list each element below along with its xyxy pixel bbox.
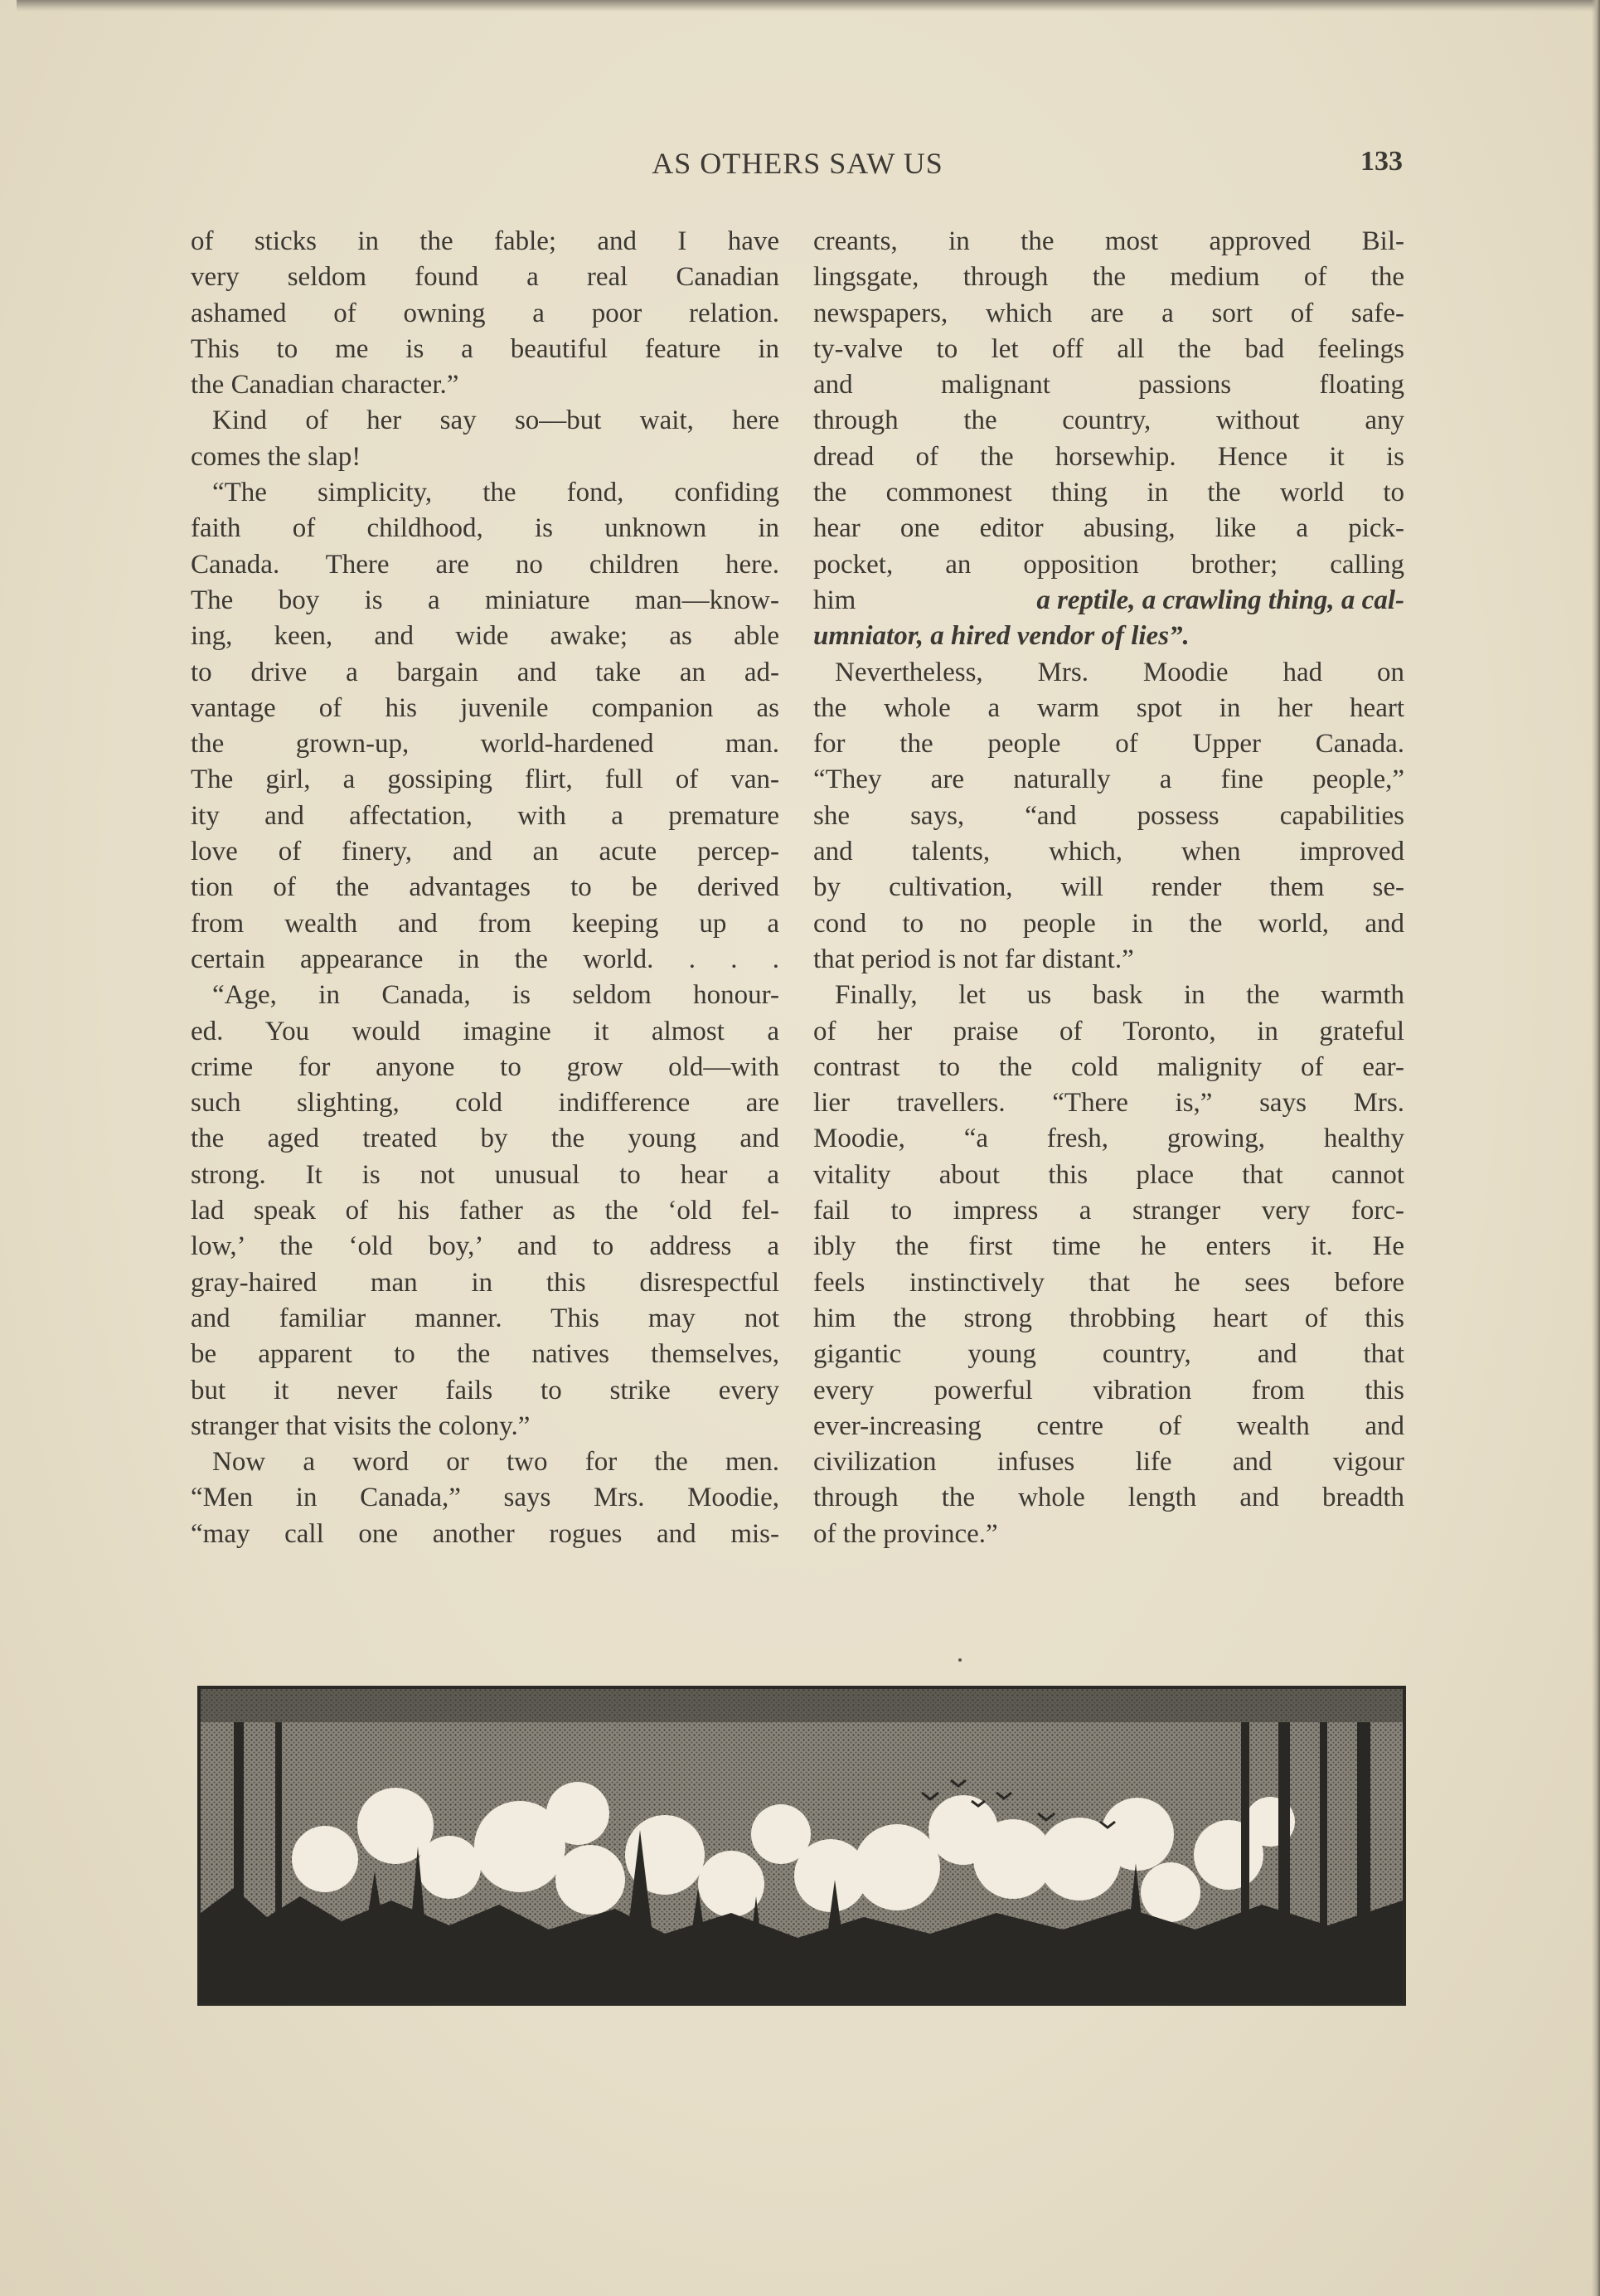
- text-line: very seldom found a real Canadian: [191, 262, 779, 293]
- page-right-edge: [1592, 0, 1600, 2296]
- text-line: fail to impress a stranger very forc-: [813, 1196, 1404, 1226]
- text-line: Now a word or two for the men.: [212, 1447, 779, 1478]
- text-line: the Canadian character.”: [191, 370, 459, 400]
- text-line: gigantic young country, and that: [813, 1339, 1404, 1370]
- text-line: ed. You would imagine it almost a: [191, 1016, 779, 1046]
- text-line: gray-haired man in this disrespectful: [191, 1267, 779, 1298]
- text-line: certain appearance in the world. . . .: [191, 944, 779, 974]
- text-line: she says, “and possess capabilities: [813, 800, 1404, 831]
- print-speck: [958, 1658, 962, 1662]
- text-line: ever-increasing centre of wealth and: [813, 1410, 1404, 1441]
- text-line: “Age, in Canada, is seldom honour-: [212, 980, 779, 1011]
- left-column: [191, 224, 779, 1552]
- text-line: tion of the advantages to be derived: [191, 872, 779, 903]
- text-line: crime for anyone to grow old—with: [191, 1051, 779, 1082]
- text-line: ity and affectation, with a premature: [191, 800, 779, 831]
- text-line: civilization infuses life and vigour: [813, 1447, 1404, 1478]
- text-line: ashamed of owning a poor relation.: [191, 298, 779, 328]
- text-line: cond to no people in the world, and: [813, 908, 1404, 939]
- text-line: low,’ the ‘old boy,’ and to address a: [191, 1231, 779, 1262]
- text-line: to drive a bargain and take an ad-: [191, 657, 779, 687]
- landscape-woodcut-image: [201, 1689, 1403, 2002]
- text-line: The boy is a miniature man—know-: [191, 585, 779, 615]
- running-header: [192, 146, 1403, 187]
- text-line: and malignant passions floating: [813, 370, 1404, 400]
- text-line: be apparent to the natives themselves,: [191, 1339, 779, 1370]
- text-line: the aged treated by the young and: [191, 1124, 779, 1154]
- text-line: “may call one another rogues and mis-: [191, 1518, 779, 1549]
- text-line: of the province.”: [813, 1518, 998, 1549]
- text-line: ibly the first time he enters it. He: [813, 1231, 1404, 1262]
- text-line: Moodie, “a fresh, growing, healthy: [813, 1124, 1404, 1154]
- text-line: the whole a warm spot in her heart: [813, 692, 1404, 723]
- text-line: Canada. There are no children here.: [191, 549, 779, 580]
- running-title: AS OTHERS SAW US: [652, 147, 943, 180]
- text-line: lier travellers. “There is,” says Mrs.: [813, 1088, 1404, 1119]
- italic-text-run: umniator, a hired vendor of lies”.: [813, 621, 1190, 652]
- text-line: but it never fails to strike every: [191, 1375, 779, 1405]
- page-top-edge: [17, 0, 1600, 12]
- text-line: every powerful vibration from this: [813, 1375, 1404, 1405]
- text-line: dread of the horsewhip. Hence it is: [813, 441, 1404, 472]
- text-line: The girl, a gossiping flirt, full of van-: [191, 765, 779, 795]
- text-line-mixed: [813, 583, 1404, 619]
- text-line: stranger that visits the colony.”: [191, 1410, 531, 1441]
- text-line: through the whole length and breadth: [813, 1483, 1404, 1513]
- text-line: such slighting, cold indifference are: [191, 1088, 779, 1119]
- text-line: lingsgate, through the medium of the: [813, 262, 1404, 293]
- text-line: faith of childhood, is unknown in: [191, 513, 779, 544]
- text-line: the grown-up, world-hardened man.: [191, 729, 779, 760]
- text-line: feels instinctively that he sees before: [813, 1267, 1404, 1298]
- text-line: “They are naturally a fine people,”: [813, 765, 1404, 795]
- text-line: him the strong throbbing heart of this: [813, 1303, 1404, 1333]
- text-line: vantage of his juvenile companion as: [191, 692, 779, 723]
- text-line: “Men in Canada,” says Mrs. Moodie,: [191, 1483, 779, 1513]
- text-line: by cultivation, will render them se-: [813, 872, 1404, 903]
- landscape-illustration: [197, 1686, 1406, 2006]
- text-line: comes the slap!: [191, 441, 361, 472]
- text-line: and talents, which, when improved: [813, 837, 1404, 867]
- text-line: and familiar manner. This may not: [191, 1303, 779, 1333]
- text-line: newspapers, which are a sort of safe-: [813, 298, 1404, 328]
- text-line: of her praise of Toronto, in grateful: [813, 1016, 1404, 1046]
- text-run: him: [813, 585, 856, 615]
- text-line: Nevertheless, Mrs. Moodie had on: [835, 657, 1404, 687]
- text-line: the commonest thing in the world to: [813, 478, 1404, 508]
- text-line: strong. It is not unusual to hear a: [191, 1159, 779, 1190]
- text-line: from wealth and from keeping up a: [191, 908, 779, 939]
- text-line: that period is not far distant.”: [813, 944, 1134, 974]
- text-line: [813, 619, 1404, 654]
- text-line: for the people of Upper Canada.: [813, 729, 1404, 760]
- text-line: Kind of her say so—but wait, here: [212, 405, 779, 436]
- text-line: This to me is a beautiful feature in: [191, 333, 779, 364]
- text-line: of sticks in the fable; and I have: [191, 226, 779, 256]
- text-line: ing, keen, and wide awake; as able: [191, 621, 779, 652]
- page-number: 133: [1360, 146, 1403, 177]
- right-column: [813, 224, 1404, 1552]
- text-line: through the country, without any: [813, 405, 1404, 436]
- text-line: “The simplicity, the fond, confiding: [212, 478, 779, 508]
- text-line: creants, in the most approved Bil-: [813, 226, 1404, 256]
- text-line: hear one editor abusing, like a pick-: [813, 513, 1404, 544]
- text-line: ty-valve to let off all the bad feelings: [813, 333, 1404, 364]
- italic-text-run: a reptile, a crawling thing, a cal-: [1036, 585, 1404, 615]
- text-line: pocket, an opposition brother; calling: [813, 549, 1404, 580]
- text-line: love of finery, and an acute percep-: [191, 837, 779, 867]
- text-line: vitality about this place that cannot: [813, 1159, 1404, 1190]
- text-line: contrast to the cold malignity of ear-: [813, 1051, 1404, 1082]
- text-line: Finally, let us bask in the warmth: [835, 980, 1404, 1011]
- text-line: lad speak of his father as the ‘old fel-: [191, 1196, 779, 1226]
